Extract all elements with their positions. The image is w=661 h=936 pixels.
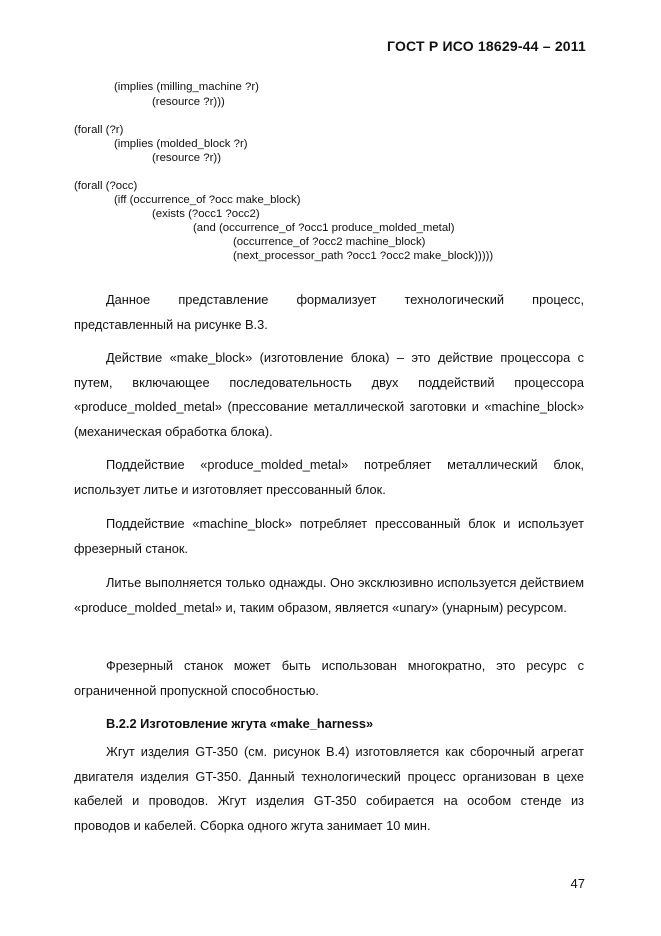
paragraph: Поддействие «produce_molded_metal» потребляет металлический блок, использует литье и изготовляет прессованный блок. bbox=[74, 457, 584, 497]
document-header: ГОСТ Р ИСО 18629-44 – 2011 bbox=[387, 38, 586, 54]
code-line: (implies (milling_machine ?r) bbox=[114, 81, 259, 93]
code-line: (forall (?r) bbox=[74, 124, 124, 136]
paragraph: Поддействие «machine_block» потребляет прессованный блок и использует фрезерный станок. bbox=[74, 516, 584, 556]
paragraph: Литье выполняется только однажды. Оно эксклюзивно используется действием «produce_molded_metal» и, таким образом, является «unary» (унарным) ресурсом. bbox=[74, 575, 584, 615]
section-paragraph: Жгут изделия GT-350 (см. рисунок В.4) изготовляется как сборочный агрегат двигателя изделия GT-350. Данный технологический процесс организован в цехе кабелей и проводов. Жгут изделия GT-350 собирается на особом стенде из проводов и кабелей. Сборка одного жгута занимает 10 мин. bbox=[74, 744, 584, 833]
paragraph: Данное представление формализует технологический процесс, представленный на рисунке В.3. bbox=[74, 292, 584, 332]
paragraph: Фрезерный станок может быть использован многократно, это ресурс с ограниченной пропускной способностью. bbox=[74, 658, 584, 698]
section-heading: В.2.2 Изготовление жгута «make_harness» bbox=[106, 716, 374, 731]
code-line: (resource ?r)) bbox=[152, 152, 221, 164]
paragraph: Действие «make_block» (изготовление блока) – это действие процессора с путем, включающее последовательность двух поддействий процессора «produce_molded_metal» (прессование металлической заготовки и «machine_block» (механическая обработка блока). bbox=[74, 350, 584, 439]
code-line: (forall (?occ) bbox=[74, 180, 138, 192]
code-line: (resource ?r))) bbox=[152, 96, 225, 108]
code-line: (implies (molded_block ?r) bbox=[114, 138, 248, 150]
code-line: (occurrence_of ?occ2 machine_block) bbox=[233, 236, 426, 248]
code-line: (next_processor_path ?occ1 ?occ2 make_block))))) bbox=[233, 250, 494, 262]
code-line: (iff (occurrence_of ?occ make_block) bbox=[114, 194, 301, 206]
code-line: (and (occurrence_of ?occ1 produce_molded_metal) bbox=[193, 222, 455, 234]
page-number: 47 bbox=[570, 876, 585, 891]
code-line: (exists (?occ1 ?occ2) bbox=[152, 208, 260, 220]
